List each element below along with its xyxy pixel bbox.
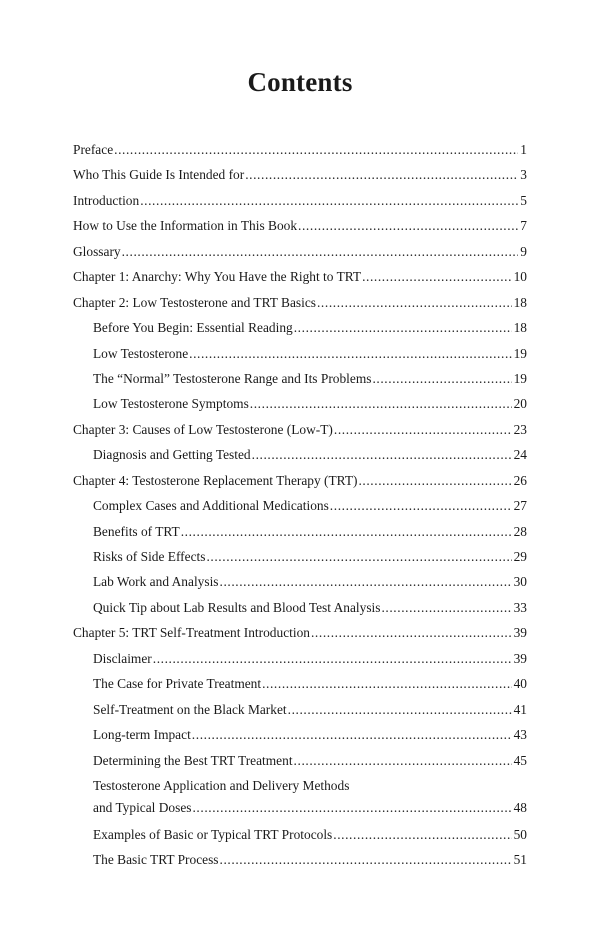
dot-leader <box>317 290 512 315</box>
toc-page-number: 9 <box>520 243 527 259</box>
dot-leader <box>334 417 512 442</box>
dot-leader <box>252 442 512 467</box>
dot-leader <box>294 315 512 340</box>
toc-entry-label: Self-Treatment on the Black Market <box>93 701 287 717</box>
toc-entry-label: Quick Tip about Lab Results and Blood Test Analysis <box>93 599 381 615</box>
dot-leader <box>330 493 512 518</box>
toc-page-number: 1 <box>520 142 527 157</box>
toc-entry-label: Introduction <box>73 192 140 208</box>
dot-leader <box>140 188 518 213</box>
toc-page-number: 41 <box>513 701 527 717</box>
dot-leader <box>362 264 512 289</box>
toc-entry-label: Chapter 2: Low Testosterone and TRT Basics <box>73 294 316 310</box>
toc-page-number: 18 <box>513 320 527 336</box>
toc-entry-label: Before You Begin: Essential Reading <box>93 320 293 336</box>
toc-page-number: 43 <box>513 727 527 743</box>
toc-page-number: 5 <box>520 192 527 208</box>
toc-entry-label: The Case for Private Treatment <box>93 676 262 692</box>
toc-page-number: 19 <box>513 370 527 386</box>
dot-leader <box>122 239 519 264</box>
toc-entry-label: The Basic TRT Process <box>93 852 219 868</box>
toc-subentry <box>73 569 527 594</box>
toc-entry <box>73 468 527 493</box>
toc-entry-continuation <box>93 797 527 819</box>
toc-page-number: 10 <box>513 269 527 285</box>
dot-leader <box>192 797 511 819</box>
toc-entry <box>73 188 527 213</box>
toc-subentry <box>73 697 527 722</box>
toc-page-number: 48 <box>513 799 527 815</box>
toc-page-number: 51 <box>513 852 527 868</box>
dot-leader <box>220 569 512 594</box>
toc-entry-label: Lab Work and Analysis <box>93 574 219 590</box>
dot-leader <box>262 671 512 696</box>
dot-leader <box>206 544 511 569</box>
toc-page-number: 29 <box>513 549 527 564</box>
toc-entry-label: Long-term Impact <box>93 727 191 743</box>
toc-entry <box>73 162 527 187</box>
toc-page-number: 45 <box>513 752 527 768</box>
toc-page-number: 26 <box>513 472 527 488</box>
toc-subentry <box>73 847 527 872</box>
toc-page-number: 39 <box>513 650 527 666</box>
toc-entry-label: Low Testosterone <box>93 345 189 361</box>
dot-leader <box>192 722 512 747</box>
toc-entry <box>73 620 527 645</box>
dot-leader <box>288 697 512 722</box>
toc-subentry <box>73 595 527 620</box>
toc-page-number: 33 <box>513 599 527 615</box>
toc-subentry <box>73 748 527 773</box>
toc-page-number: 19 <box>513 345 527 361</box>
toc-entry-label: Disclaimer <box>93 650 152 666</box>
toc-subentry <box>73 366 527 391</box>
toc-entry-label: Chapter 4: Testosterone Replacement Therapy (TRT) <box>73 472 358 488</box>
toc-page-number: 28 <box>513 523 527 539</box>
toc-entry-label: Benefits of TRT <box>93 523 180 539</box>
toc-entry-label: Complex Cases and Additional Medications <box>93 498 329 514</box>
table-of-contents <box>73 137 527 873</box>
toc-entry <box>73 290 527 315</box>
dot-leader <box>381 595 511 620</box>
toc-subentry <box>73 341 527 366</box>
dot-leader <box>298 213 518 238</box>
toc-page-number: 23 <box>513 421 527 437</box>
toc-page-number: 40 <box>513 676 527 692</box>
toc-subentry <box>73 493 527 518</box>
dot-leader <box>333 822 511 847</box>
toc-page-number: 50 <box>513 826 527 842</box>
toc-entry-label: Testosterone Application and Delivery Methods <box>93 777 350 793</box>
toc-subentry <box>73 646 527 671</box>
toc-entry-label: Determining the Best TRT Treatment <box>93 752 293 768</box>
page-title: Contents <box>247 67 353 97</box>
toc-entry-label: Glossary <box>73 243 121 259</box>
dot-leader <box>189 341 511 366</box>
dot-leader <box>245 162 518 187</box>
dot-leader <box>311 620 512 645</box>
toc-subentry <box>73 822 527 847</box>
toc-entry-label: Diagnosis and Getting Tested <box>93 447 251 463</box>
dot-leader <box>181 519 512 544</box>
toc-subentry <box>73 722 527 747</box>
toc-entry-label: Chapter 1: Anarchy: Why You Have the Right to TRT <box>73 269 362 285</box>
toc-subentry <box>73 544 527 569</box>
dot-leader <box>372 366 511 391</box>
toc-page-number: 7 <box>520 218 527 234</box>
toc-entry-label: Examples of Basic or Typical TRT Protocols <box>93 826 333 842</box>
toc-subentry <box>73 519 527 544</box>
toc-entry-label: Low Testosterone Symptoms <box>93 396 249 412</box>
toc-page-number: 30 <box>513 574 527 590</box>
toc-entry <box>73 213 527 238</box>
toc-entry-label: Risks of Side Effects <box>93 549 206 564</box>
toc-page-number: 20 <box>513 396 527 412</box>
dot-leader <box>220 847 512 872</box>
toc-entry-label: Preface <box>73 142 114 157</box>
toc-page-number: 18 <box>513 294 527 310</box>
toc-page-number: 27 <box>513 498 527 514</box>
toc-entry <box>73 137 527 162</box>
toc-subentry <box>73 315 527 340</box>
toc-entry-label: How to Use the Information in This Book <box>73 218 298 234</box>
toc-subentry <box>73 391 527 416</box>
toc-page-number: 24 <box>513 447 527 463</box>
toc-subentry <box>73 773 527 822</box>
toc-entry-label: Chapter 5: TRT Self-Treatment Introduction <box>73 625 310 641</box>
toc-subentry <box>73 442 527 467</box>
toc-entry <box>73 264 527 289</box>
toc-entry-label: Who This Guide Is Intended for <box>73 167 245 183</box>
toc-entry-label: Chapter 3: Causes of Low Testosterone (Low-T) <box>73 421 333 437</box>
dot-leader <box>250 391 512 416</box>
toc-subentry <box>73 671 527 696</box>
toc-page-number: 39 <box>513 625 527 641</box>
toc-entry <box>73 239 527 264</box>
dot-leader <box>294 748 512 773</box>
dot-leader <box>114 137 518 162</box>
toc-entry-label-line2: and Typical Doses <box>93 799 192 815</box>
toc-entry <box>73 417 527 442</box>
toc-entry-label: The “Normal” Testosterone Range and Its Problems <box>93 370 372 386</box>
toc-page-number: 3 <box>520 167 527 183</box>
dot-leader <box>153 646 512 671</box>
dot-leader <box>358 468 511 493</box>
